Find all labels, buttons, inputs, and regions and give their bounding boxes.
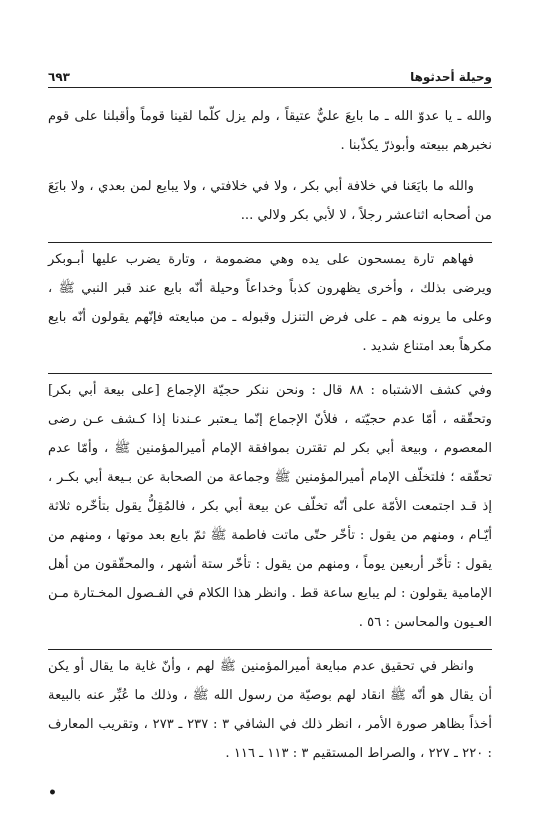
footnote-body bbox=[48, 102, 492, 780]
paragraph-2: والله ما بايَعَنا في خلافة أبي بكر ، ولا في خلافتي ، ولا يبايع لمن بعدي ، ولا بايَعَ من أصحابه اثناعشر رجلاً ، لا لأبي بكر ولالي ... bbox=[48, 179, 492, 223]
paragraph-4: وفي كشف الاشتباه : ٨٨ قال : ونحن ننكر حجيّة الإجماع [على بيعة أبي بكر] وتحقّقه ، أمّا عدم حجيّته ، فلأنّ الإجماع إنّما يـعتبر عـندنا إذا كـشف عـن رضى المعصوم ، وبيعة أبي بكر لم تقترن بموافقة الإمام أميرالمؤمنين ﷺ ، وأمّا عدم تحقّقه ؛ فلتخلّف الإمام أميرالمؤمنين ﷺ وجماعة من الصحابة عن بـيعة أبي بكـر ، إذ قـد اجتمعت الأمّة على أنّه تخلّف عن بيعة أبي بكر ، فالمُقِلُّ يقول بتأخّره ثلاثة أيّـام ، ومنهم من يقول : تأخّر حتّى ماتت فاطمة ﷺ ثمّ بايع بعد موتها ، ومنهم من يقول : تأخّر أربعين يوماً ، ومنهم من يقول : تأخّر ستة أشهر ، والمحقّقون من أهل الإمامية يقولون : لم يبايع ساعة قط . وانظر هذا الكلام في الفـصول المخـتارة مـن العـيون والمحاسن : ٥٦ . bbox=[48, 373, 492, 637]
running-header bbox=[48, 70, 492, 88]
page-number: ٦٩٣ bbox=[48, 70, 70, 84]
footer-mark: • bbox=[48, 785, 57, 801]
paragraph-5: وانظر في تحقيق عدم مبايعة أميرالمؤمنين ﷺ لهم ، وأنّ غاية ما يقال أو يكن أن يقال هو أنّه ﷺ انقاد لهم بوصيّة من رسول الله ﷺ ، وذلك ما عُبِّر عنه بالبيعة أخذاً بظاهر صورة الأمر ، انظر ذلك في الشافي ٣ : ٢٣٧ ـ ٢٧٣ ، وتقريب المعارف : ٢٢٠ ـ ٢٢٧ ، والصراط المستقيم ٣ : ١١٣ ـ ١١٦ . bbox=[48, 649, 492, 768]
header-title: وحيلة أحدثوها bbox=[410, 70, 492, 84]
paragraph-1: والله ـ يا عدوّ الله ـ ما بايعَ عليٌّ عتيقاً ، ولم يزل كلّما لقينا قوماً وأقبلنا على قوم نخبرهم ببيعته وأبوذرّ يكذّبنا . bbox=[48, 109, 492, 153]
paragraph-3: فهاهم تارة يمسحون على يده وهي مضمومة ، وتارة يضرب عليها أبـوبكر ويرضى بذلك ، وأخرى يظهرون كذباً وخداعاً وحيلة أنّه بايع عند قبر النبي ﷺ ، وعلى ما يرونه هم ـ على فرض التنزل وقبوله ـ من مبايعته فإنّهم يقولون أنّه بايع مكرهاً بعد امتناع شديد . bbox=[48, 242, 492, 361]
